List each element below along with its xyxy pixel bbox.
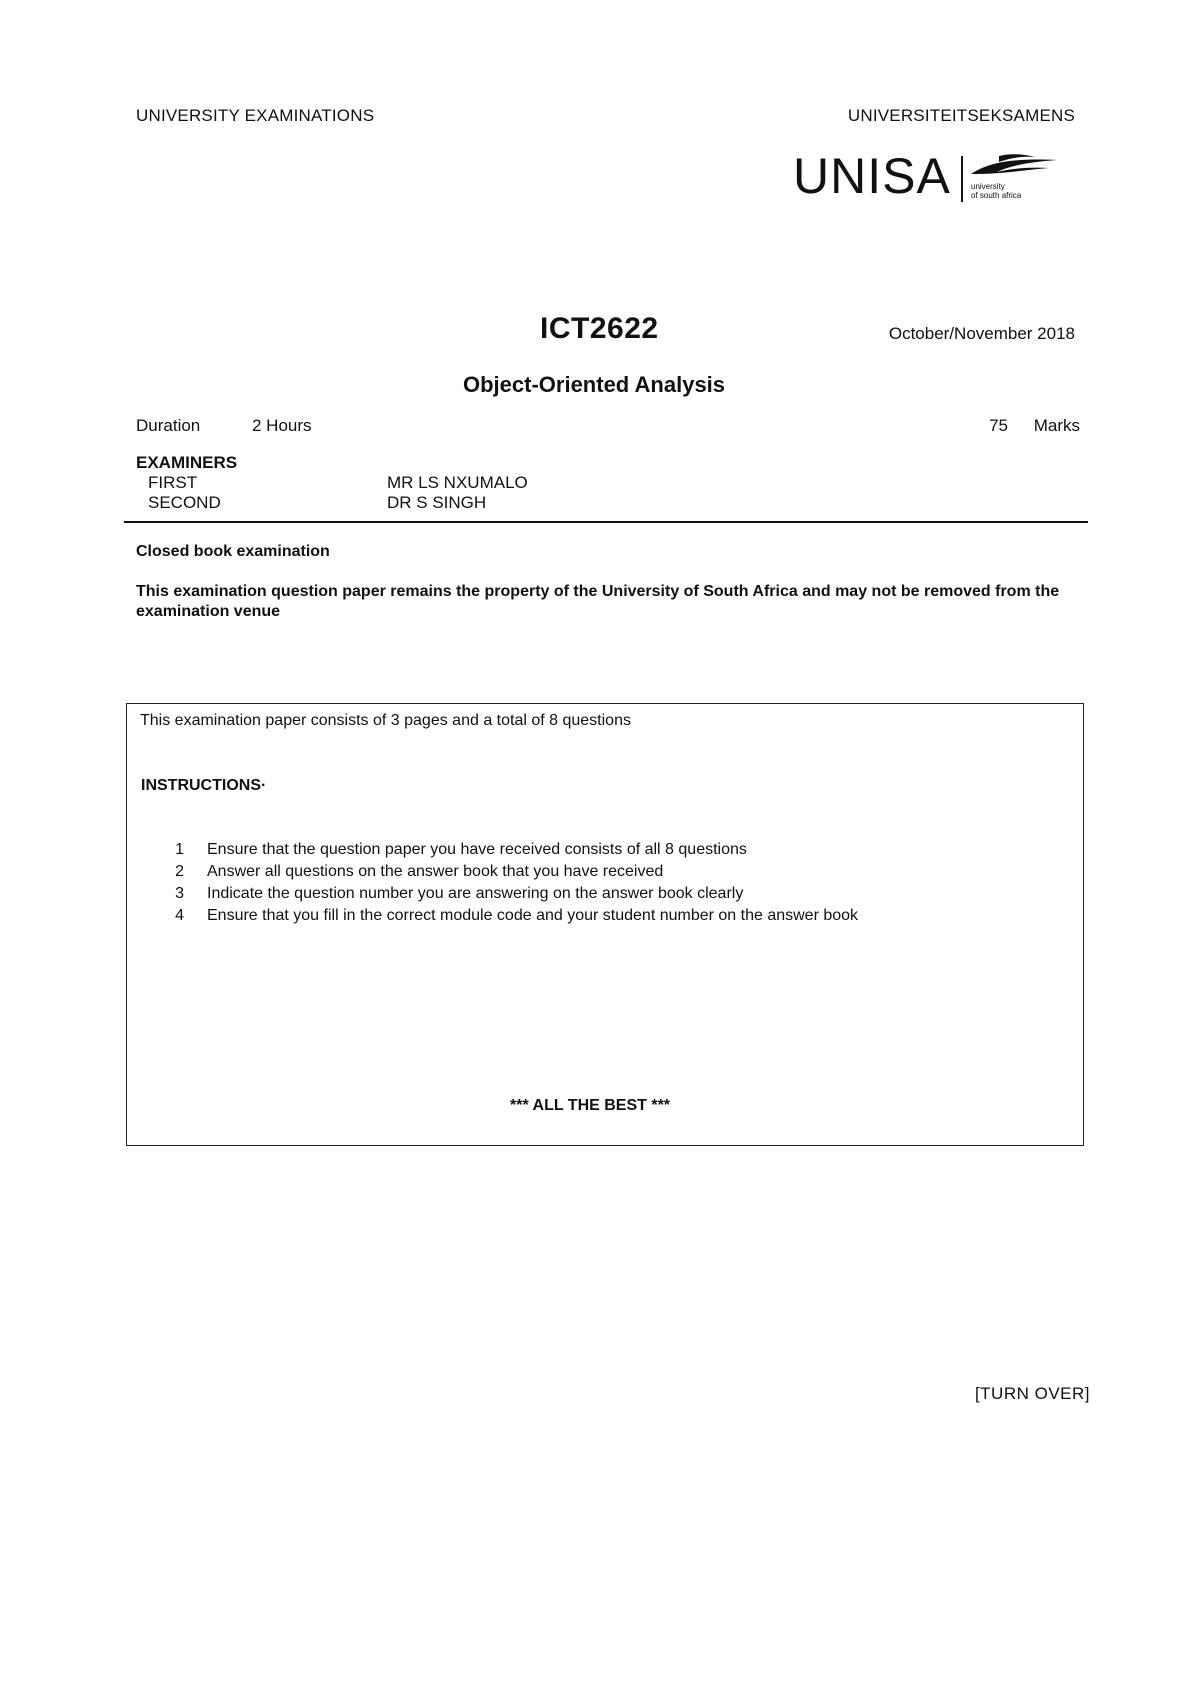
instruction-text: Answer all questions on the answer book that you have received <box>207 863 664 880</box>
paper-summary: This examination paper consists of 3 pages and a total of 8 questions <box>140 712 631 729</box>
module-code: ICT2622 <box>540 312 659 345</box>
marks-label: Marks <box>1033 416 1080 435</box>
unisa-bird-icon <box>969 152 1059 182</box>
marks-value: 75 <box>989 416 1008 435</box>
examiners-heading: EXAMINERS <box>136 453 238 472</box>
logo-subtitle-line2: of south africa <box>971 191 1022 200</box>
exam-session: October/November 2018 <box>888 324 1075 343</box>
second-examiner-label: SECOND <box>148 493 221 512</box>
instruction-text: Ensure that you fill in the correct module code and your student number on the answer book <box>207 907 859 924</box>
turn-over-note: [TURN OVER] <box>974 1384 1090 1403</box>
instruction-number: 4 <box>175 907 184 924</box>
header-right-title: UNIVERSITEITSEKSAMENS <box>847 106 1075 125</box>
closing-message: *** ALL THE BEST *** <box>510 1097 671 1114</box>
header-divider <box>124 521 1088 523</box>
logo-wordmark: UNISA <box>793 148 951 204</box>
first-examiner-label: FIRST <box>148 473 198 492</box>
header-left-title: UNIVERSITY EXAMINATIONS <box>136 106 375 125</box>
instruction-number: 1 <box>175 841 184 858</box>
duration-value: 2 Hours <box>252 416 312 435</box>
subject-title: Object-Oriented Analysis <box>463 372 726 397</box>
duration-label: Duration <box>136 416 201 435</box>
instructions-heading: INSTRUCTIONS· <box>141 777 267 794</box>
property-notice: This examination question paper remains the property of the University of South Africa and may not be removed from the examination venue <box>136 583 1060 620</box>
unisa-logo <box>793 148 1065 208</box>
closed-book-notice: Closed book examination <box>136 543 330 560</box>
logo-divider <box>961 156 963 202</box>
first-examiner-name: MR LS NXUMALO <box>387 473 528 492</box>
instruction-number: 3 <box>175 885 184 902</box>
second-examiner-name: DR S SINGH <box>387 493 487 512</box>
instruction-text: Ensure that the question paper you have received consists of all 8 questions <box>207 841 747 858</box>
logo-subtitle-line1: university <box>971 182 1005 191</box>
instruction-text: Indicate the question number you are answering on the answer book clearly <box>207 885 744 902</box>
instruction-number: 2 <box>175 863 184 880</box>
